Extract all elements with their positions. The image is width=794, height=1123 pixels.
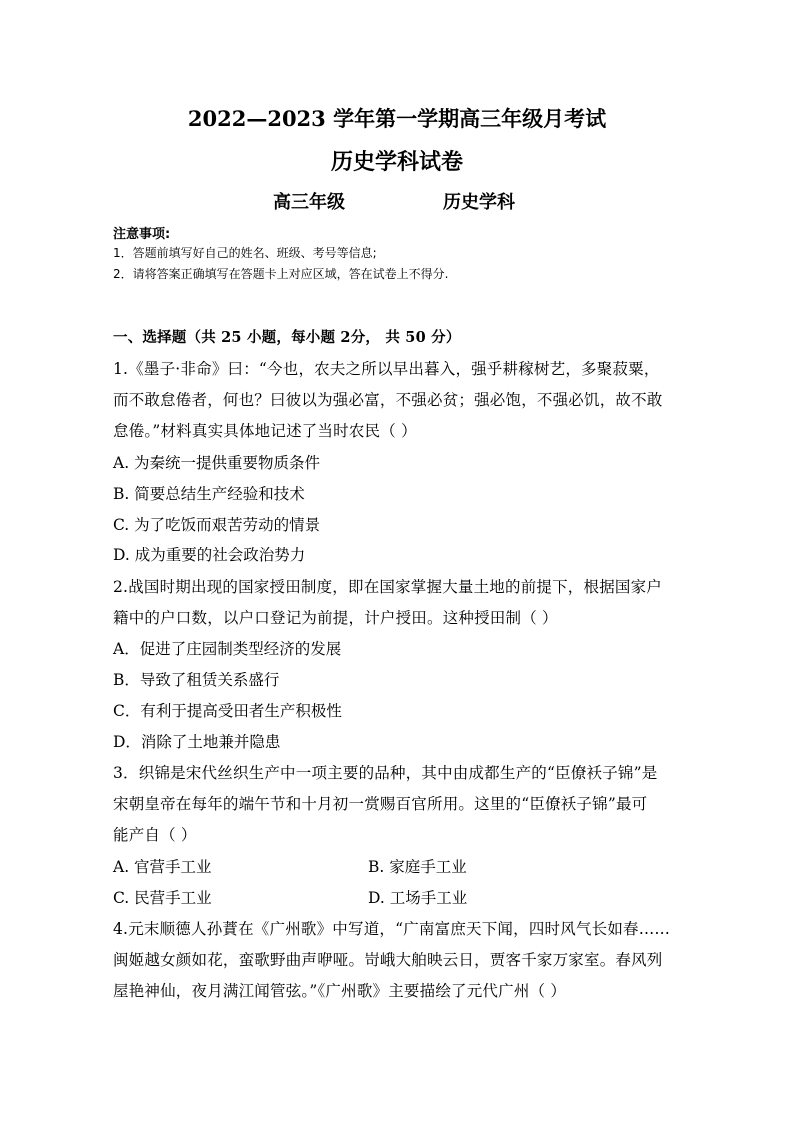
question-1-option-b: B. 简要总结生产经验和技术 [113, 485, 305, 503]
question-3-option-a: A. 官营手工业 [113, 858, 212, 876]
question-2-option-a: A．促进了庄园制类型经济的发展 [113, 640, 342, 658]
question-3-option-d: D. 工场手工业 [368, 889, 468, 907]
section-heading: 一、选择题（共 25 小题，每小题 2分， 共 50 分） [113, 329, 461, 346]
question-4-line: 闽姬越女颜如花，蛮歌野曲声咿哑。岢峨大舶映云日，贾客千家万家室。春风列 [113, 951, 663, 969]
subject-label: 历史学科 [443, 192, 515, 213]
question-2-option-b: B．导致了租赁关系盛行 [113, 671, 280, 689]
notice-item: 2．请将答案正确填写在答题卡上对应区域，答在试卷上不得分. [113, 267, 449, 281]
question-1-line: 1.《墨子·非命》曰：“今也，农夫之所以早出暮入，强乎耕稼树艺，多聚菽粟， [113, 360, 660, 378]
exam-subtitle: 历史学科试卷 [330, 149, 463, 175]
notice-item: 1．答题前填写好自己的姓名、班级、考号等信息; [113, 246, 377, 260]
question-3-line: 3．织锦是宋代丝织生产中一项主要的品种，其中由成都生产的“臣僚袄子锦”是 [113, 764, 658, 782]
question-2-option-d: D．消除了土地兼并隐患 [113, 733, 281, 751]
question-2-option-c: C．有利于提高受田者生产积极性 [113, 702, 342, 720]
question-1-option-c: C. 为了吃饭而艰苦劳动的情景 [113, 516, 321, 534]
grade-label: 高三年级 [273, 192, 345, 213]
question-1-line: 而不敢怠倦者，何也？曰彼以为强必富，不强必贫；强必饱，不强必饥，故不敢 [113, 391, 663, 409]
notice-heading: 注意事项: [113, 227, 171, 242]
question-3-option-b: B. 家庭手工业 [368, 858, 467, 876]
question-2-line: 籍中的户口数，以户口登记为前提，计户授田。这种授田制（ ） [113, 609, 558, 627]
question-1-option-d: D. 成为重要的社会政治势力 [113, 546, 306, 564]
question-3-line: 宋朝皇帝在每年的端午节和十月初一赏赐百官所用。这里的“臣僚袄子锦”最可 [113, 795, 648, 813]
exam-title: 2022—2023 学年第一学期高三年级月考试 [187, 106, 607, 131]
question-1-option-a: A. 为秦统一提供重要物质条件 [113, 454, 321, 472]
question-2-line: 2.战国时期出现的国家授田制度，即在国家掌握大量土地的前提下，根据国家户 [113, 578, 662, 596]
question-4-line: 4.元末顺德人孙蕡在《广州歌》中写道，“广南富庶天下闻，四时风气长如春…… [113, 920, 671, 938]
question-3-option-c: C. 民营手工业 [113, 889, 212, 907]
question-3-line: 能产自（ ） [113, 826, 197, 844]
question-4-line: 屋艳神仙，夜月满江闻管弦。”《广州歌》主要描绘了元代广州（ ） [113, 982, 567, 1000]
question-1-line: 怠倦。”材料真实具体地记述了当时农民（ ） [113, 422, 417, 440]
